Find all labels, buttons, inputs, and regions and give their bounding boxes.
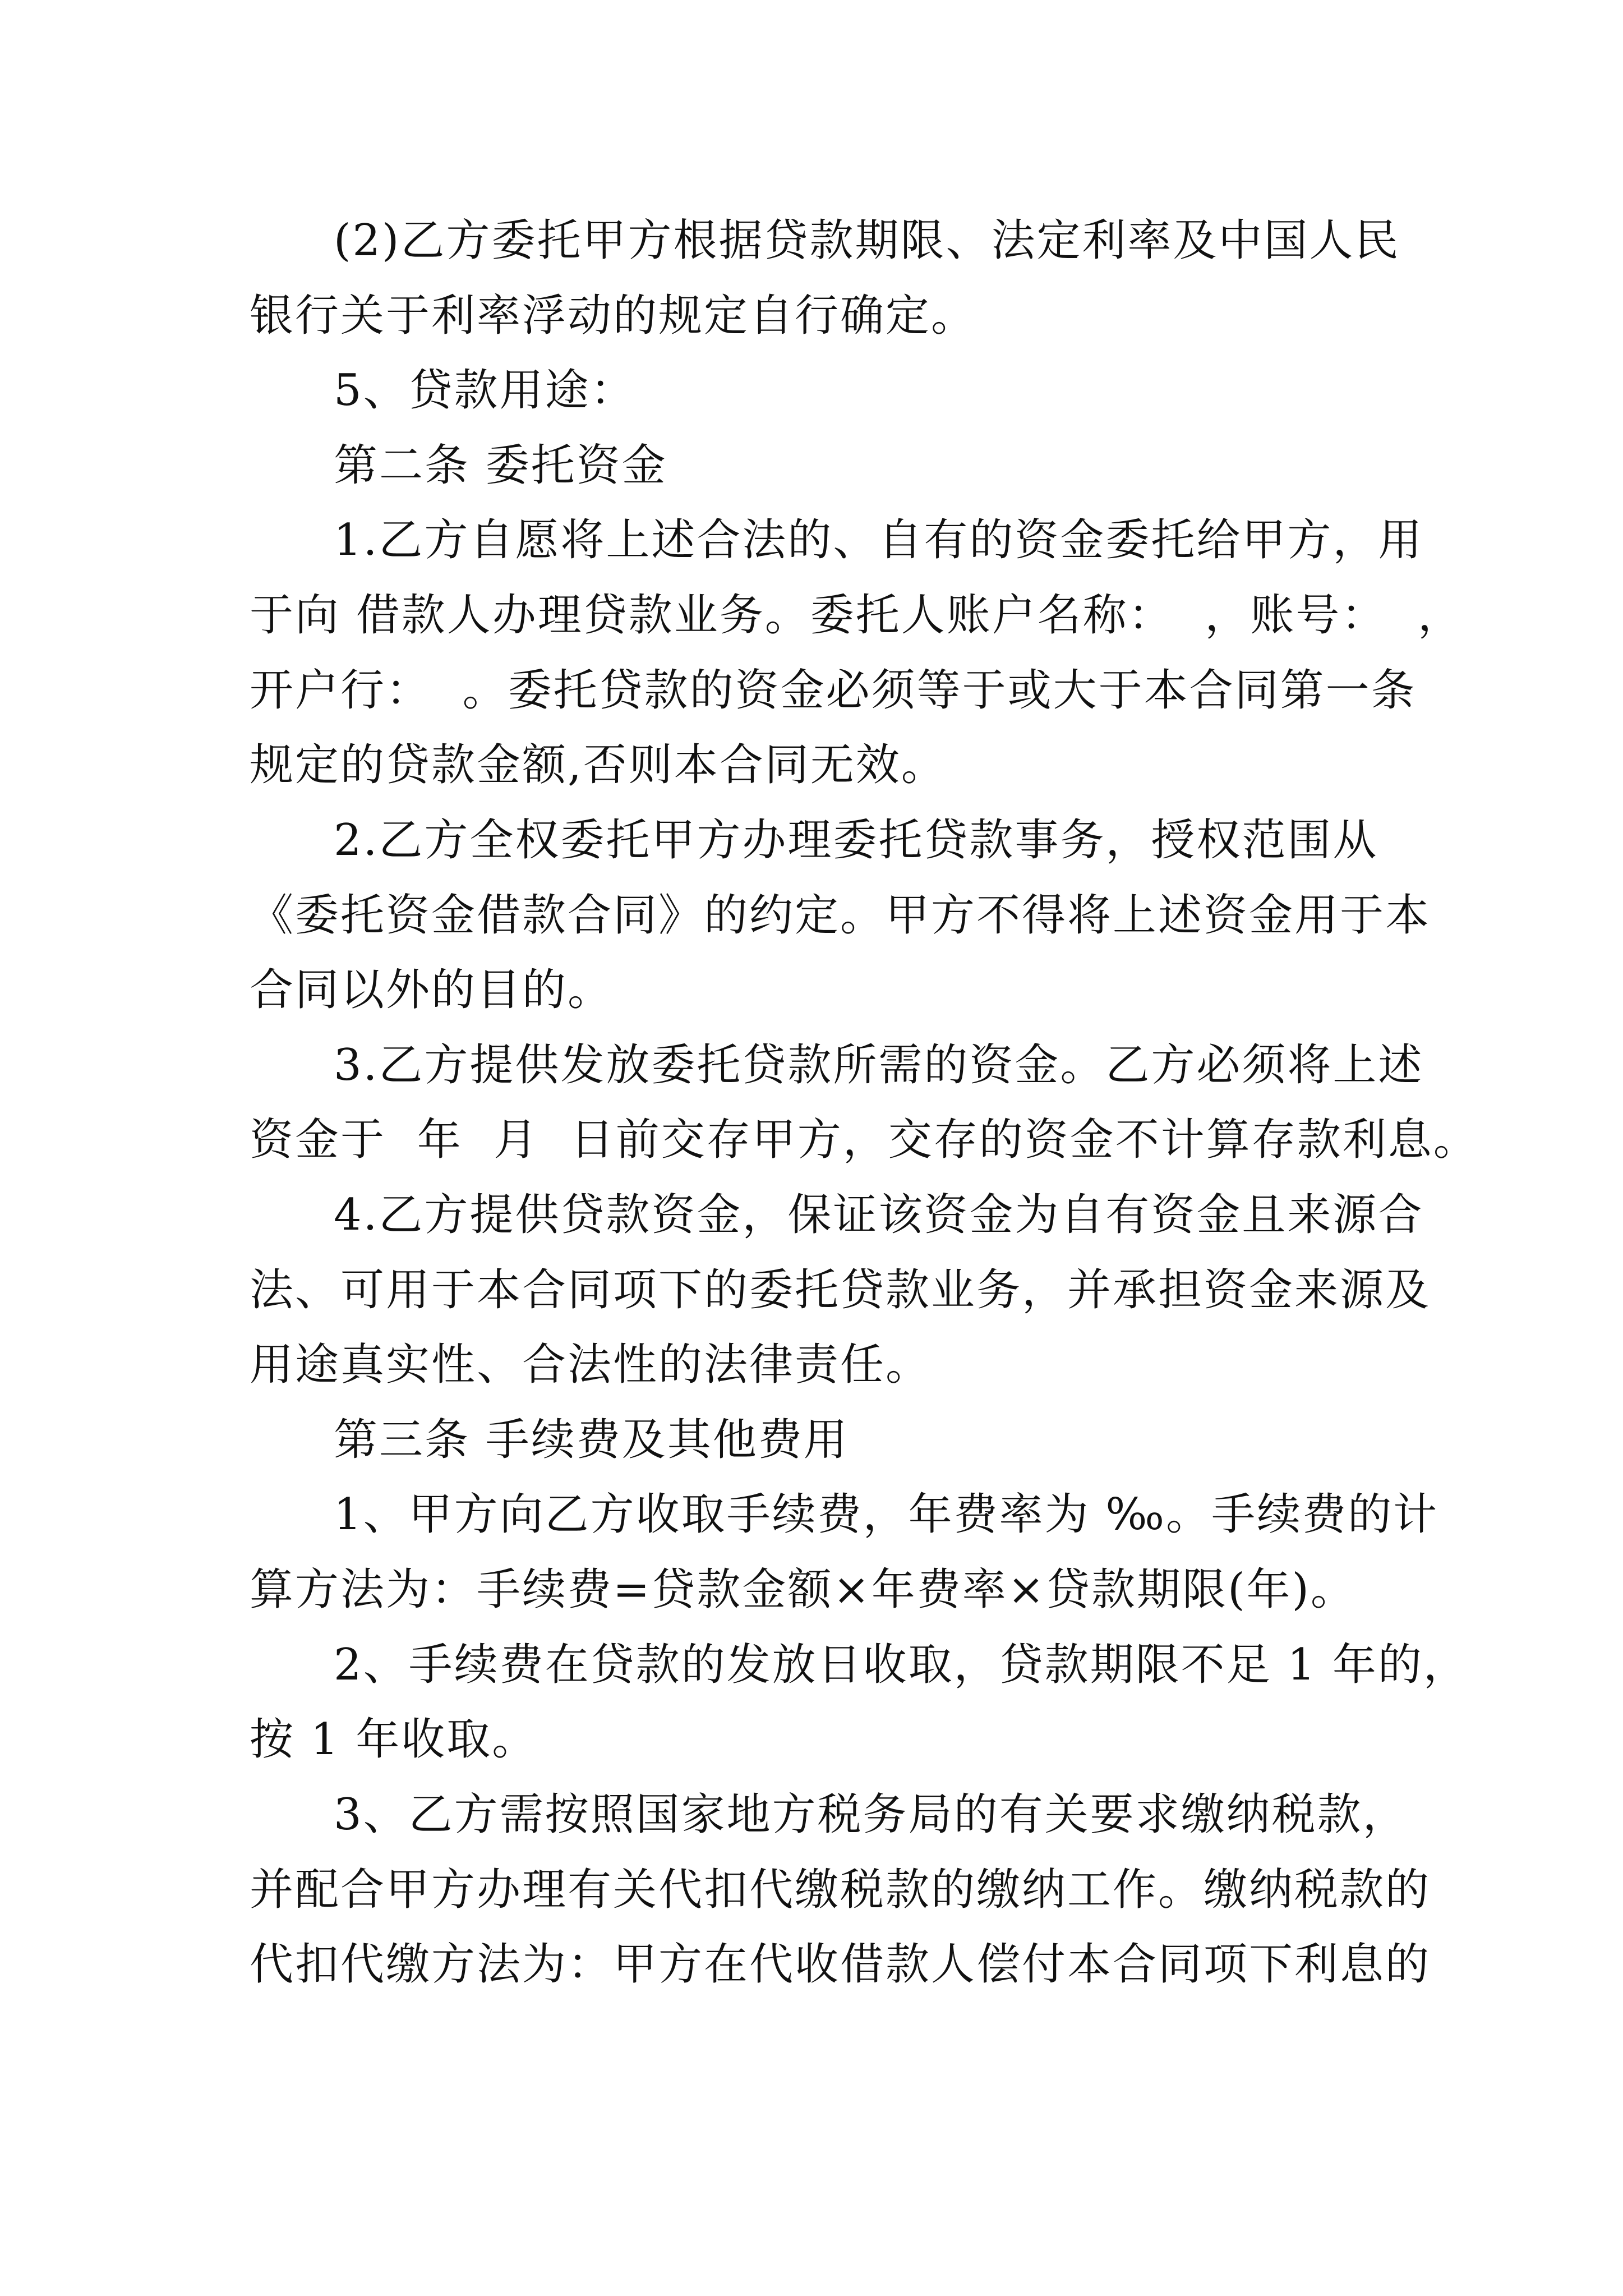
- paragraph-line: 1、甲方向乙方收取手续费，年费率为 ‰。手续费的计: [334, 1489, 1439, 1540]
- paragraph-line: 法、可用于本合同项下的委托贷款业务，并承担资金来源及: [250, 1265, 1431, 1315]
- paragraph-line: (2)乙方委托甲方根据贷款期限、法定利率及中国人民: [334, 215, 1400, 266]
- paragraph-line: 按 1 年收取。: [250, 1714, 538, 1765]
- paragraph-line: 3.乙方提供发放委托贷款所需的资金。乙方必须将上述: [334, 1040, 1424, 1091]
- paragraph-line: 开户行： 。委托贷款的资金必须等于或大于本合同第一条: [250, 665, 1417, 716]
- paragraph-line: 代扣代缴方法为：甲方在代收借款人偿付本合同项下利息的: [250, 1939, 1431, 1990]
- section-heading: 第三条 手续费及其他费用: [334, 1415, 849, 1465]
- paragraph-line: 2.乙方全权委托甲方办理委托贷款事务，授权范围从: [334, 815, 1378, 866]
- paragraph-line: 银行关于利率浮动的规定自行确定。: [250, 291, 977, 341]
- paragraph-line: 算方法为：手续费=贷款金额×年费率×贷款期限(年)。: [250, 1565, 1356, 1615]
- paragraph-line: 合同以外的目的。: [250, 965, 614, 1015]
- paragraph-line: 于向 借款人办理贷款业务。委托人账户名称： ，账号： ，: [250, 590, 1463, 641]
- paragraph-line: 用途真实性、合法性的法律责任。: [250, 1340, 932, 1390]
- paragraph-line: 资金于 年 月 日前交存甲方，交存的资金不计算存款利息。: [250, 1115, 1479, 1165]
- paragraph-line: 2、手续费在贷款的发放日收取，贷款期限不足 1 年的，: [334, 1640, 1469, 1690]
- paragraph-line: 规定的贷款金额,否则本合同无效。: [250, 740, 947, 790]
- paragraph-line: 并配合甲方办理有关代扣代缴税款的缴纳工作。缴纳税款的: [250, 1865, 1431, 1915]
- paragraph-line: 4.乙方提供贷款资金，保证该资金为自有资金且来源合: [334, 1190, 1424, 1240]
- paragraph-line: 《委托资金借款合同》的约定。甲方不得将上述资金用于本: [250, 890, 1431, 941]
- paragraph-line: 1.乙方自愿将上述合法的、自有的资金委托给甲方，用: [334, 515, 1424, 565]
- paragraph-line: 3、乙方需按照国家地方税务局的有关要求缴纳税款，: [334, 1789, 1408, 1840]
- paragraph-line: 5、贷款用途：: [334, 365, 636, 416]
- section-heading: 第二条 委托资金: [334, 440, 667, 491]
